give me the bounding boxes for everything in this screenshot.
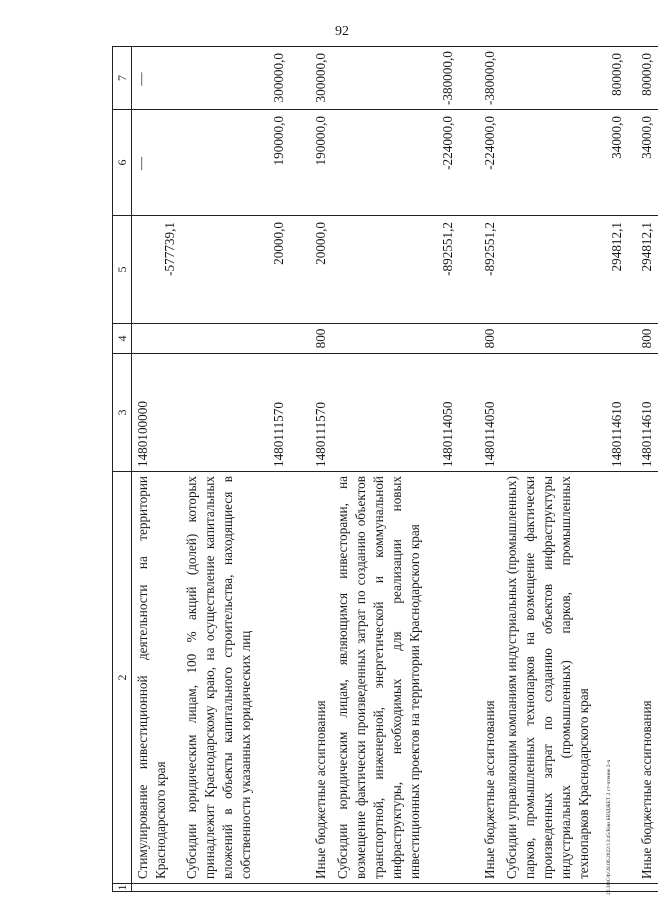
row-name: Субсидии юридическим лицам, 100 % акций (долей) которых принадлежит Краснодарскому краю, на осуществление капитальных вложений в объекты капитального строительства, находящиеся в собственности указанных юридических лиц — [181, 472, 290, 884]
page-number: 92 — [335, 24, 349, 39]
row-vr — [181, 324, 290, 354]
row-value-7: 80000,0 — [628, 47, 658, 110]
table-row — [459, 47, 501, 892]
column-header: 6 — [113, 110, 132, 216]
table-row — [628, 47, 658, 892]
row-vr — [132, 324, 182, 354]
column-header-row — [113, 47, 132, 892]
row-value-5: 294812,1 — [628, 216, 658, 324]
row-vr — [332, 324, 459, 354]
row-name: Иные бюджетные ассигнования — [290, 472, 332, 884]
row-value-7: 80000,0 — [501, 47, 628, 110]
row-value-5: -892551,2 — [332, 216, 459, 324]
column-header: 7 — [113, 47, 132, 110]
row-value-6: 34000,0 — [628, 110, 658, 216]
row-vr: 800 — [628, 324, 658, 354]
row-value-6: 34000,0 — [501, 110, 628, 216]
table-cell — [181, 884, 290, 892]
table-row — [501, 47, 628, 892]
row-value-7: -380000,0 — [459, 47, 501, 110]
row-code: 1480111570 — [181, 354, 290, 472]
row-vr — [501, 324, 628, 354]
table-row — [181, 47, 290, 892]
row-code: 1480100000 — [132, 354, 182, 472]
table-row — [332, 47, 459, 892]
row-value-5: 20000,0 — [181, 216, 290, 324]
table-cell — [628, 884, 658, 892]
row-vr: 800 — [459, 324, 501, 354]
table-cell — [332, 884, 459, 892]
row-value-7: 300000,0 — [290, 47, 332, 110]
column-header: 1 — [113, 884, 132, 892]
row-name: Субсидии управляющим компаниям индустриальных (промышленных) парков, промышленных технопарков на возмещение фактически произведенных затрат по созданию объектов инфраструктуры индустриальных (промышленных) парков, промышленных технопарков Краснодарского края — [501, 472, 628, 884]
table-cell — [501, 884, 628, 892]
row-value-5: 294812,1 — [501, 216, 628, 324]
budget-table — [112, 46, 658, 892]
row-name: Стимулирование инвестиционной деятельности на территории Краснодарского края — [132, 472, 182, 884]
row-name: Иные бюджетные ассигнования — [628, 472, 658, 884]
row-value-5: -577739,1 — [132, 216, 182, 324]
table-row — [290, 47, 332, 892]
column-header: 4 — [113, 324, 132, 354]
row-name: Иные бюджетные ассигнования — [459, 472, 501, 884]
row-code: 1480114050 — [459, 354, 501, 472]
row-value-6: 190000,0 — [181, 110, 290, 216]
row-value-5: -892551,2 — [459, 216, 501, 324]
row-code: 1480114050 — [332, 354, 459, 472]
table-cell — [459, 884, 501, 892]
column-header: 2 — [113, 472, 132, 884]
row-value-5: 20000,0 — [290, 216, 332, 324]
row-code: 1480111570 — [290, 354, 332, 472]
footer-stamp: 20.ЗОСФ/28.06.2022/13:45/Кнн БЮДЖЕТ 2 ст-чтение 2-ч — [606, 759, 612, 895]
column-header: 3 — [113, 354, 132, 472]
row-name: Субсидии юридическим лицам, являющимся инвесторами, на возмещение фактически произведенных затрат по созданию объектов транспортной, инженерной, энергетической и коммунальной инфраструктуры, необходимых для реализации новых инвестиционных проектов на территории Краснодарского края — [332, 472, 459, 884]
row-code: 1480114610 — [628, 354, 658, 472]
row-code: 1480114610 — [501, 354, 628, 472]
row-value-7: -380000,0 — [332, 47, 459, 110]
row-value-6: 190000,0 — [290, 110, 332, 216]
row-value-7: 300000,0 — [181, 47, 290, 110]
row-value-6: -224000,0 — [332, 110, 459, 216]
table-row — [132, 47, 182, 892]
row-value-6: -224000,0 — [459, 110, 501, 216]
table-cell — [132, 884, 182, 892]
row-value-7: — — [132, 47, 182, 110]
column-header: 5 — [113, 216, 132, 324]
row-vr: 800 — [290, 324, 332, 354]
row-value-6: — — [132, 110, 182, 216]
table-cell — [290, 884, 332, 892]
